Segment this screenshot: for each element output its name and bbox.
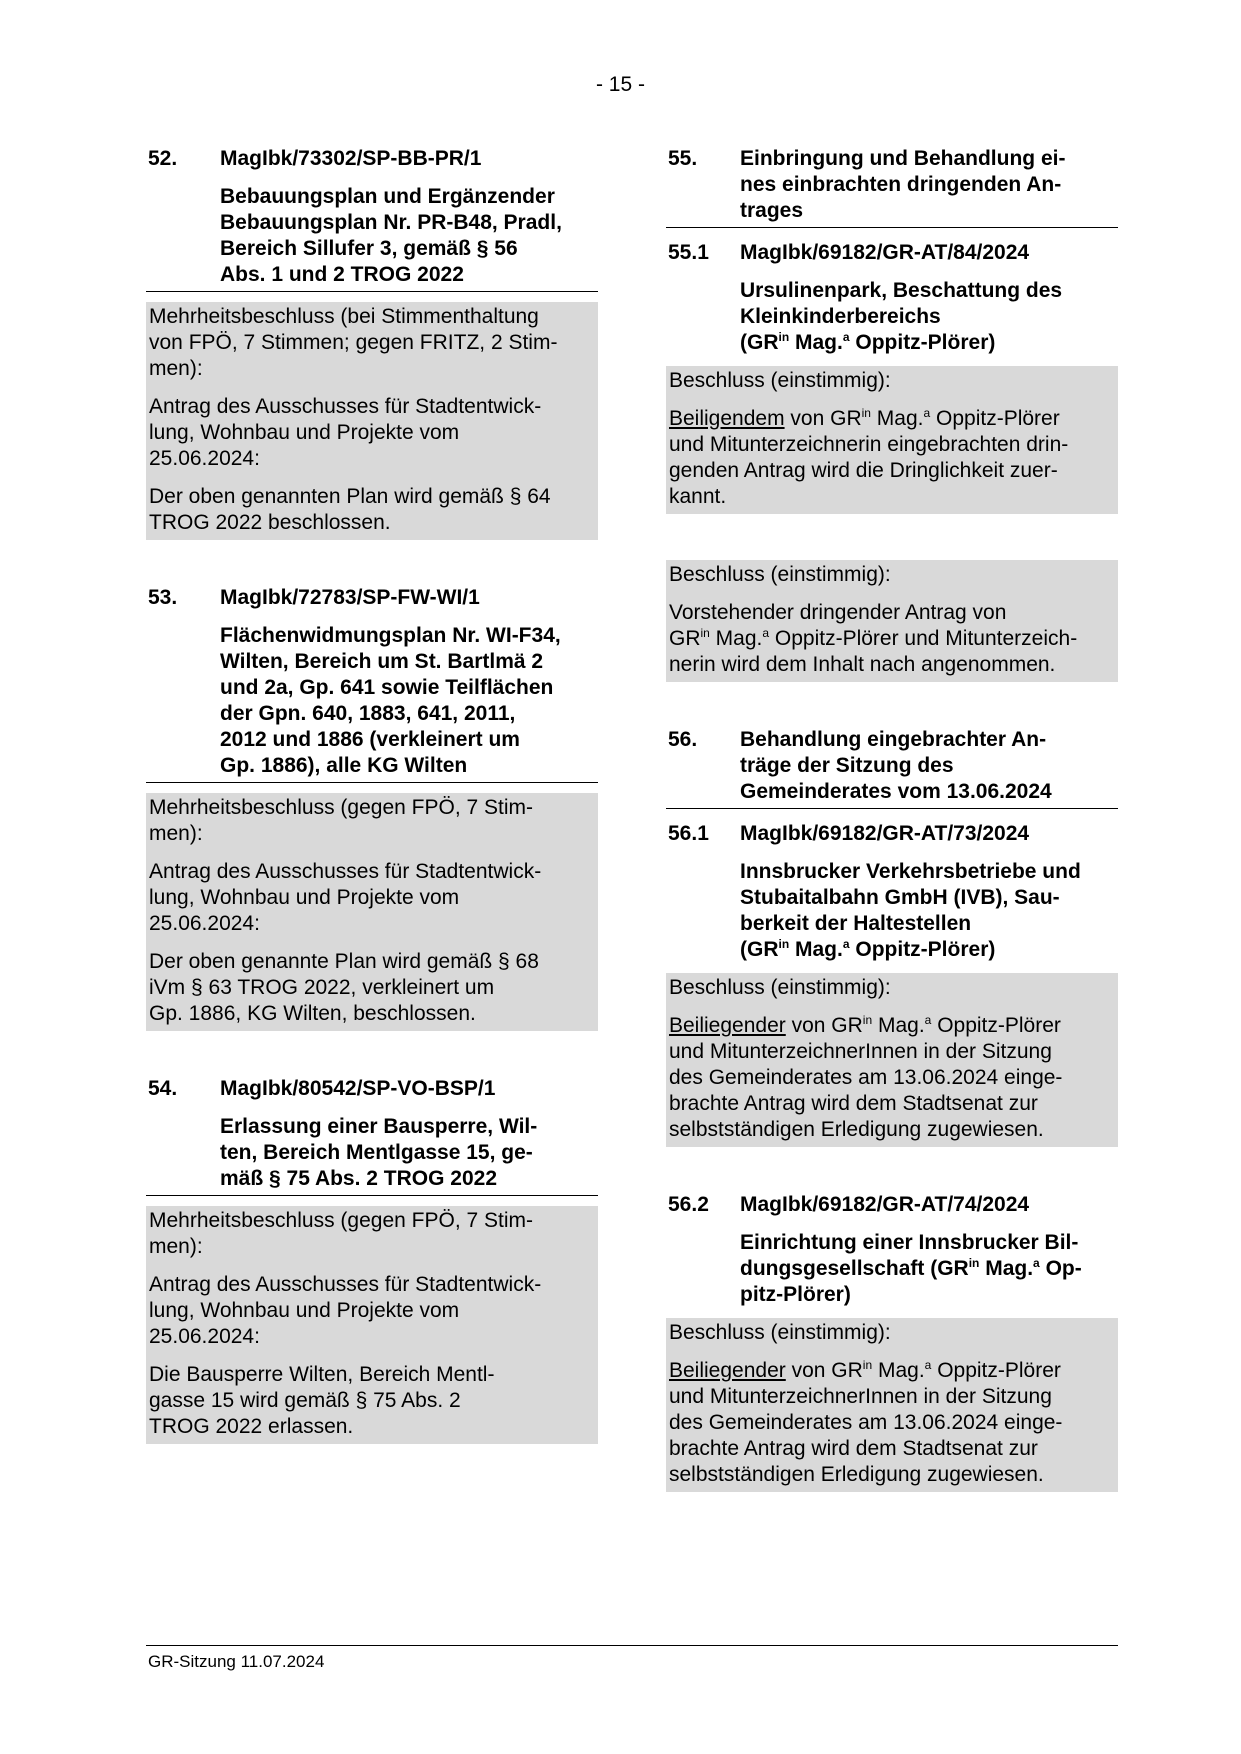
title-line: Einbringung und Behandlung ei- <box>740 147 1066 170</box>
item-title <box>740 278 1118 356</box>
title-line: Innsbrucker Verkehrsbetriebe und <box>740 860 1081 883</box>
title-line: ten, Bereich Mentlgasse 15, ge- <box>220 1141 533 1164</box>
title-line: Bebauungsplan Nr. PR-B48, Pradl, <box>220 211 562 234</box>
item-title <box>740 859 1118 963</box>
title-line: träge der Sitzung des <box>740 754 954 777</box>
title-line: dungsgesellschaft ($GR^{in}$ Mag.$^a$ Op- <box>740 1256 1082 1280</box>
agenda-item-55-1 <box>666 240 1118 682</box>
agenda-item-53 <box>146 585 598 1031</box>
motion-text: Antrag des Ausschusses für Stadtentwick- lung, Wohnbau und Projekte vom 25.06.2024: <box>149 395 542 470</box>
item-reference: MagIbk/69182/GR-AT/84/2024 <box>740 241 1030 264</box>
decision-type: Beschluss (einstimmig): <box>669 563 891 586</box>
agenda-item-54 <box>146 1076 598 1444</box>
item-heading <box>146 585 598 783</box>
item-title <box>220 184 598 288</box>
item-heading <box>666 240 1118 356</box>
resolution-text: Die Bausperre Wilten, Bereich Mentl- gasse 15 wird gemäß § 75 Abs. 2 TROG 2022 erlassen. <box>149 1363 495 1438</box>
resolution-box <box>666 366 1118 514</box>
resolution-text: Beiliegender von $GR^{in}$ Mag.$^a$ Oppitz-Plörer und MitunterzeichnerInnen in der Sitzung des Gemeinderates am 13.06.2024 einge- brachte Antrag wird dem Stadtsenat zur selbstständigen Erledigung zugewiesen. <box>669 1013 1063 1141</box>
item-number: 52. <box>148 147 178 170</box>
page-number: - 15 - <box>595 73 645 96</box>
decision-type: Mehrheitsbeschluss (gegen FPÖ, 7 Stim- men): <box>149 1209 533 1258</box>
item-number: 56.2 <box>668 1193 709 1216</box>
item-title <box>740 146 1118 224</box>
resolution-box <box>146 302 598 540</box>
title-line: Stubaitalbahn GmbH (IVB), Sau- <box>740 886 1060 909</box>
title-line: Bebauungsplan und Ergänzender <box>220 185 555 208</box>
item-number: 54. <box>148 1077 178 1100</box>
title-line: Gp. 1886), alle KG Wilten <box>220 754 468 777</box>
right-column <box>666 146 1118 1492</box>
title-line: Wilten, Bereich um St. Bartlmä 2 <box>220 650 544 673</box>
resolution-text: Der oben genannten Plan wird gemäß § 64 TROG 2022 beschlossen. <box>149 485 551 534</box>
resolution-box <box>666 973 1118 1147</box>
item-reference: MagIbk/69182/GR-AT/73/2024 <box>740 822 1030 845</box>
item-reference: MagIbk/73302/SP-BB-PR/1 <box>220 147 482 170</box>
resolution-box <box>146 1206 598 1444</box>
resolution-text: Vorstehender dringender Antrag von $GR^{in}$ Mag.$^a$ Oppitz-Plörer und Mitunterzeich- nerin wird dem Inhalt nach angenommen. <box>669 601 1078 676</box>
item-title <box>220 1114 598 1192</box>
agenda-item-56-1 <box>666 821 1118 1147</box>
title-line: Abs. 1 und 2 TROG 2022 <box>220 263 464 286</box>
resolution-box <box>666 1318 1118 1492</box>
item-heading <box>146 1076 598 1196</box>
decision-type: Mehrheitsbeschluss (gegen FPÖ, 7 Stim- men): <box>149 796 533 845</box>
title-line: trages <box>740 199 804 222</box>
item-title <box>740 727 1118 805</box>
agenda-item-56-2 <box>666 1192 1118 1492</box>
agenda-item-52 <box>146 146 598 540</box>
title-line: pitz-Plörer) <box>740 1283 851 1306</box>
item-reference: MagIbk/69182/GR-AT/74/2024 <box>740 1193 1030 1216</box>
title-line: 2012 und 1886 (verkleinert um <box>220 728 520 751</box>
title-line: Gemeinderates vom 13.06.2024 <box>740 780 1052 803</box>
item-heading <box>666 821 1118 963</box>
motion-text: Antrag des Ausschusses für Stadtentwick- lung, Wohnbau und Projekte vom 25.06.2024: <box>149 1273 542 1348</box>
decision-type: Mehrheitsbeschluss (bei Stimmenthaltung von FPÖ, 7 Stimmen; gegen FRITZ, 2 Stim- men): <box>149 305 558 380</box>
title-line: mäß § 75 Abs. 2 TROG 2022 <box>220 1167 498 1190</box>
resolution-box <box>666 560 1118 682</box>
agenda-item-56-heading <box>666 727 1118 809</box>
footer-divider <box>146 1645 1118 1646</box>
title-line: Ursulinenpark, Beschattung des <box>740 279 1063 302</box>
title-line: ($GR^{in}$ Mag.$^a$ Oppitz-Plörer) <box>740 937 996 961</box>
item-heading <box>146 146 598 292</box>
resolution-box <box>146 793 598 1031</box>
footer-text: GR-Sitzung 11.07.2024 <box>148 1652 325 1671</box>
item-title <box>740 1230 1118 1308</box>
title-line: Flächenwidmungsplan Nr. WI-F34, <box>220 624 561 647</box>
item-title <box>220 623 598 779</box>
resolution-text: Beiligendem von $GR^{in}$ Mag.$^a$ Oppitz-Plörer und Mitunterzeichnerin eingebrachten drin- genden Antrag wird die Dringlichkeit zuer- kannt. <box>669 406 1069 508</box>
agenda-item-55-heading <box>666 146 1118 228</box>
item-reference: MagIbk/80542/SP-VO-BSP/1 <box>220 1077 496 1100</box>
decision-type: Beschluss (einstimmig): <box>669 369 891 392</box>
title-line: nes einbrachten dringenden An- <box>740 173 1062 196</box>
title-line: Erlassung einer Bausperre, Wil- <box>220 1115 538 1138</box>
title-line: Einrichtung einer Innsbrucker Bil- <box>740 1231 1079 1254</box>
title-line: berkeit der Haltestellen <box>740 912 972 935</box>
item-number: 55.1 <box>668 241 709 264</box>
decision-type: Beschluss (einstimmig): <box>669 1321 891 1344</box>
item-reference: MagIbk/72783/SP-FW-WI/1 <box>220 586 480 609</box>
item-number: 53. <box>148 586 178 609</box>
decision-type: Beschluss (einstimmig): <box>669 976 891 999</box>
item-number: 56. <box>668 728 698 751</box>
title-line: Kleinkinderbereichs <box>740 305 941 328</box>
item-number: 55. <box>668 147 698 170</box>
title-line: der Gpn. 640, 1883, 641, 2011, <box>220 702 516 725</box>
title-line: ($GR^{in}$ Mag.$^a$ Oppitz-Plörer) <box>740 330 996 354</box>
title-line: und 2a, Gp. 641 sowie Teilflächen <box>220 676 554 699</box>
motion-text: Antrag des Ausschusses für Stadtentwick- lung, Wohnbau und Projekte vom 25.06.2024: <box>149 860 542 935</box>
item-heading <box>666 1192 1118 1308</box>
item-number: 56.1 <box>668 822 709 845</box>
title-line: Behandlung eingebrachter An- <box>740 728 1047 751</box>
title-line: Bereich Sillufer 3, gemäß § 56 <box>220 237 518 260</box>
resolution-text: Der oben genannte Plan wird gemäß § 68 iVm § 63 TROG 2022, verkleinert um Gp. 1886, KG Wilten, beschlossen. <box>149 950 539 1025</box>
resolution-text: Beiliegender von $GR^{in}$ Mag.$^a$ Oppitz-Plörer und MitunterzeichnerInnen in der Sitzung des Gemeinderates am 13.06.2024 einge- brachte Antrag wird dem Stadtsenat zur selbstständigen Erledigung zugewiesen. <box>669 1358 1063 1486</box>
left-column <box>146 146 598 1444</box>
